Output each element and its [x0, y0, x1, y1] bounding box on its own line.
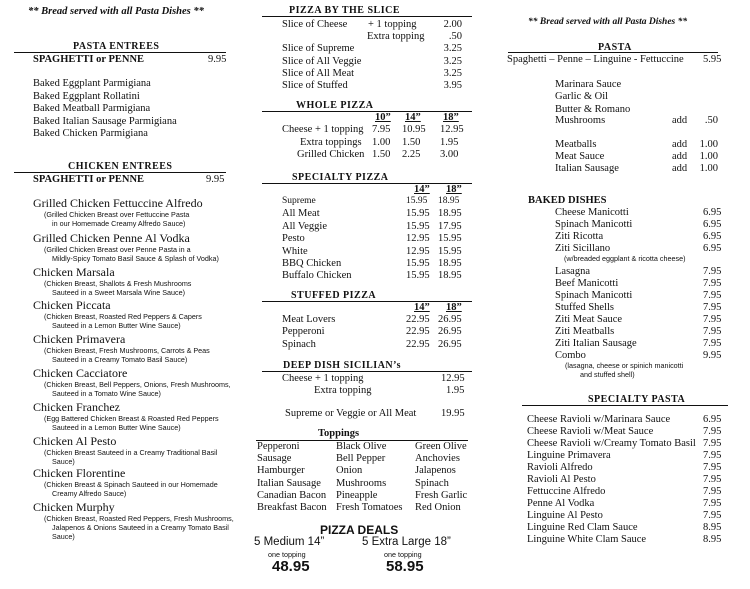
specialty-pizza-name: White — [282, 245, 308, 257]
whole-pizza-price: 1.50 — [402, 136, 421, 148]
chicken-item-name: Grilled Chicken Fettuccine Alfredo — [33, 196, 203, 210]
slice-item-price: 2.00 — [443, 19, 462, 30]
topping-item: Anchovies — [415, 453, 460, 465]
size-header: 14” — [414, 302, 430, 313]
by-slice-title: PIZZA BY THE SLICE — [289, 5, 400, 16]
specialty-pasta-name: Cheese Ravioli w/Meat Sauce — [527, 425, 654, 437]
addon-name: Meat Sauce — [555, 151, 605, 162]
chicken-item-name: Chicken Franchez — [33, 400, 120, 414]
whole-pizza-title: WHOLE PIZZA — [296, 100, 374, 111]
specialty-pizza-price: 18.95 — [438, 196, 460, 206]
whole-pizza-row-name: Grilled Chicken — [297, 149, 365, 160]
deal-1-sub: one topping — [268, 550, 306, 559]
pasta-main: Spaghetti – Penne – Linguine - Fettuccine — [507, 54, 684, 65]
sicillano-note: (w/breaded eggplant & ricotta cheese) — [564, 254, 686, 263]
specialty-pasta-price: 7.95 — [703, 425, 722, 437]
specialty-pizza-price: 15.95 — [406, 270, 430, 282]
specialty-pasta-price: 7.95 — [703, 449, 722, 461]
chicken-entrees-title: CHICKEN ENTREES — [68, 161, 173, 172]
sauce-option: Garlic & Oil — [555, 91, 609, 103]
sauce-option: Butter & Romano — [555, 103, 631, 115]
stuffed-pizza-price: 26.95 — [438, 314, 462, 325]
addon-price: 1.00 — [699, 163, 718, 174]
size-header: 18” — [446, 184, 462, 195]
chicken-item-desc: (Chicken Breast & Spinach Sauteed in our Homemade — [44, 480, 218, 489]
menu-item: Baked Italian Sausage Parmigiana — [33, 115, 177, 127]
addon-price: .50 — [704, 115, 718, 126]
specialty-pizza-name: Pesto — [282, 233, 305, 245]
stuffed-pizza-name: Spinach — [282, 338, 316, 350]
stuffed-pizza-price: 26.95 — [438, 338, 462, 350]
deal-2-sub: one topping — [384, 550, 422, 559]
baked-dish-price: 7.95 — [703, 290, 722, 301]
baked-dish-name: Ziti Ricotta — [555, 231, 604, 242]
baked-dish-price: 7.95 — [703, 338, 722, 349]
chicken-item-name: Chicken Piccata — [33, 298, 111, 312]
deep-dish-row1: Cheese + 1 topping — [282, 373, 364, 384]
topping-item: Sausage — [257, 453, 292, 465]
specialty-pasta-price: 7.95 — [703, 473, 722, 485]
size-header: 18” — [443, 112, 459, 123]
baked-dish-price: 7.95 — [703, 326, 722, 337]
specialty-pasta-price: 7.95 — [703, 461, 722, 473]
chicken-item-desc: Sauteed in a Lemon Butter Wine Sauce) — [52, 423, 181, 432]
chicken-item-name: Chicken Al Pesto — [33, 434, 117, 448]
specialty-pizza-price: 15.95 — [406, 208, 430, 220]
pasta-entrees-spaghetti-price: 9.95 — [208, 54, 227, 65]
chicken-item-desc: Sauteed in a Sweet Marsala Wine Sauce) — [52, 288, 186, 297]
topping-item: Pepperoni — [257, 441, 300, 452]
specialty-pizza-price: 15.95 — [406, 258, 430, 269]
specialty-pasta-price: 8.95 — [703, 521, 722, 533]
chicken-item-desc: (Chicken Breast, Roasted Red Peppers & Capers — [44, 312, 202, 321]
stuffed-pizza-price: 22.95 — [406, 338, 430, 350]
topping-item: Fresh Tomatoes — [336, 502, 403, 513]
chicken-item-desc: (Grilled Chicken Breast over Penne Pasta in a — [44, 245, 191, 254]
menu-item: Baked Meatball Parmigiana — [33, 103, 151, 114]
chicken-item-desc: (Egg Battered Chicken Breast & Roasted Red Peppers — [44, 414, 219, 423]
topping-item: Italian Sausage — [257, 477, 321, 489]
addon-name: Mushrooms — [555, 115, 606, 126]
specialty-pizza-price: 15.95 — [438, 233, 462, 245]
specialty-pizza-price: 18.95 — [438, 258, 462, 269]
topping-item: Green Olive — [415, 441, 467, 452]
specialty-pasta-name: Cheese Ravioli w/Marinara Sauce — [527, 414, 671, 425]
chicken-item-name: Chicken Marsala — [33, 265, 115, 279]
menu-item: Baked Eggplant Rollatini — [33, 90, 140, 102]
slice-item-price: .50 — [448, 31, 462, 43]
specialty-pizza-price: 12.95 — [406, 233, 430, 245]
stuffed-pizza-price: 26.95 — [438, 326, 462, 338]
chicken-item-desc: (Chicken Breast, Fresh Mushrooms, Carrots & Peas — [44, 346, 210, 355]
divider — [262, 16, 472, 17]
baked-dish-price: 6.95 — [703, 231, 722, 242]
deep-dish-row2: Extra topping — [314, 385, 372, 396]
pasta-entrees-spaghetti: SPAGHETTI or PENNE — [33, 54, 145, 65]
baked-dish-name: Ziti Meat Sauce — [555, 314, 623, 325]
specialty-pasta-name: Ravioli Alfredo — [527, 461, 593, 473]
stuffed-pizza-name: Meat Lovers — [282, 314, 336, 325]
slice-item-name: Slice of Stuffed — [282, 80, 348, 91]
deal-2: 5 Extra Large 18” — [362, 536, 451, 548]
specialty-pizza-price: 18.95 — [438, 208, 462, 220]
deep-dish-title: DEEP DISH SICILIAN’s — [283, 360, 401, 371]
whole-pizza-price: 1.95 — [440, 136, 459, 148]
specialty-pasta-name: Linguine Red Clam Sauce — [527, 521, 638, 533]
specialty-pasta-price: 7.95 — [703, 485, 722, 497]
sauce-option: Marinara Sauce — [555, 79, 622, 90]
chicken-item-desc: in our Homemade Creamy Alfredo Sauce) — [52, 219, 186, 228]
specialty-pizza-price: 18.95 — [438, 270, 462, 282]
chicken-item-name: Chicken Florentine — [33, 466, 126, 480]
specialty-pasta-name: Penne Al Vodka — [527, 497, 595, 509]
addon-label: add — [672, 139, 688, 150]
menu-item: Baked Chicken Parmigiana — [33, 128, 148, 139]
specialty-pizza-name: BBQ Chicken — [282, 258, 342, 269]
topping-item: Red Onion — [415, 502, 461, 513]
specialty-pizza-name: All Veggie — [282, 220, 328, 232]
deep-dish-row1-price: 12.95 — [441, 373, 465, 384]
whole-pizza-price: 1.50 — [372, 149, 391, 160]
baked-dish-price: 7.95 — [703, 314, 722, 325]
chicken-item-desc: (Chicken Breast, Shallots & Fresh Mushrooms — [44, 279, 192, 288]
specialty-pasta-name: Linguine Primavera — [527, 449, 611, 461]
addon-name: Italian Sausage — [555, 163, 619, 174]
chicken-item-name: Grilled Chicken Penne Al Vodka — [33, 231, 190, 245]
menu-item: Baked Eggplant Parmigiana — [33, 78, 151, 89]
chicken-item-name: Chicken Murphy — [33, 500, 115, 514]
baked-dish-name: Ziti Italian Sausage — [555, 338, 637, 349]
baked-dish-name: Ziti Sicillano — [555, 243, 611, 254]
specialty-pizza-name: Buffalo Chicken — [282, 270, 352, 282]
baked-dish-name: Cheese Manicotti — [555, 207, 629, 218]
slice-item-name: Slice of Cheese — [282, 19, 348, 30]
slice-item-name: Slice of All Veggie — [282, 55, 362, 67]
specialty-pasta-name: Ravioli Al Pesto — [527, 473, 596, 485]
slice-item-price: 3.25 — [443, 67, 462, 79]
baked-dish-price: 6.95 — [703, 243, 722, 254]
baked-dish-price: 6.95 — [703, 207, 722, 218]
topping-item: Fresh Garlic — [415, 489, 468, 501]
baked-dish-name: Ziti Meatballs — [555, 326, 615, 337]
baked-dishes-title: BAKED DISHES — [528, 195, 607, 206]
stuffed-pizza-price: 22.95 — [406, 314, 430, 325]
baked-dish-name: Combo — [555, 350, 586, 361]
addon-name: Meatballs — [555, 139, 597, 150]
pasta-title: PASTA — [598, 42, 632, 53]
baked-dish-price: 7.95 — [703, 302, 722, 313]
baked-dish-name: Stuffed Shells — [555, 302, 615, 313]
specialty-pasta-price: 7.95 — [703, 509, 722, 521]
addon-label: add — [672, 151, 688, 162]
pasta-main-price: 5.95 — [703, 54, 722, 65]
combo-note: (lasagna, cheese or spinich manicotti — [565, 361, 684, 370]
chicken-item-desc: (Chicken Breast Sauteed in a Creamy Traditional Basil — [44, 448, 218, 457]
combo-note-2: and stuffed shell) — [580, 370, 635, 379]
baked-dish-price: 9.95 — [703, 350, 722, 361]
whole-pizza-row-name: Cheese + 1 topping — [282, 124, 364, 135]
deep-dish-row2-price: 1.95 — [446, 385, 465, 396]
chicken-item-desc: Sauteed in a Creamy Tomato Basil Sauce) — [52, 355, 188, 364]
topping-item: Onion — [336, 465, 363, 477]
pasta-entrees-title: PASTA ENTREES — [73, 41, 160, 52]
chicken-item-desc: (Chicken Breast, Roasted Red Peppers, Fresh Mushrooms, — [44, 514, 234, 523]
topping-item: Jalapenos — [415, 465, 456, 477]
specialty-pasta-name: Cheese Ravioli w/Creamy Tomato Basil — [527, 437, 696, 449]
whole-pizza-price: 3.00 — [440, 149, 459, 160]
topping-item: Pineapple — [336, 489, 378, 501]
baked-dish-name: Spinach Manicotti — [555, 290, 633, 301]
slice-item-price: 3.25 — [443, 43, 462, 55]
deal-1: 5 Medium 14” — [254, 536, 325, 548]
chicken-item-desc: Sauteed in a Lemon Butter Wine Sauce) — [52, 321, 181, 330]
slice-item-name: Slice of Supreme — [282, 43, 355, 55]
stuffed-pizza-price: 22.95 — [406, 326, 430, 338]
specialty-pasta-name: Fettuccine Alfredo — [527, 485, 606, 497]
deep-dish-row3: Supreme or Veggie or All Meat — [285, 408, 417, 419]
chicken-entrees-spaghetti-price: 9.95 — [206, 174, 225, 185]
addon-label: add — [672, 115, 688, 126]
topping-item: Mushrooms — [336, 477, 387, 489]
chicken-item-desc: Sauteed in a Tomato Wine Sauce) — [52, 389, 161, 398]
slice-item-option: + 1 topping — [368, 19, 417, 30]
whole-pizza-price: 10.95 — [402, 124, 426, 135]
chicken-item-desc: (Grilled Chicken Breast over Fettuccine Pasta — [44, 210, 190, 219]
bread-note-left: ** Bread served with all Pasta Dishes ** — [28, 6, 204, 17]
topping-item: Canadian Bacon — [257, 489, 327, 501]
baked-dish-price: 7.95 — [703, 278, 722, 289]
deal-2-price: 58.95 — [386, 558, 424, 575]
stuffed-pizza-name: Pepperoni — [282, 326, 325, 338]
slice-item-name: Slice of All Meat — [282, 67, 355, 79]
baked-dish-price: 7.95 — [703, 266, 722, 277]
chicken-item-desc: Jalapenos & Onions Sauteed in a Creamy Tomato Basil — [52, 523, 229, 532]
specialty-pasta-name: Linguine White Clam Sauce — [527, 533, 647, 545]
chicken-item-desc: (Chicken Breast, Bell Peppers, Onions, Fresh Mushrooms, — [44, 380, 231, 389]
slice-item-option: Extra topping — [367, 31, 425, 43]
whole-pizza-price: 1.00 — [372, 136, 391, 148]
chicken-item-desc: Sauce) — [52, 457, 75, 466]
topping-item: Hamburger — [257, 465, 305, 477]
specialty-pizza-price: 15.95 — [406, 220, 430, 232]
baked-dish-name: Beef Manicotti — [555, 278, 619, 289]
specialty-pasta-price: 8.95 — [703, 533, 722, 545]
specialty-pizza-price: 15.95 — [438, 245, 462, 257]
stuffed-pizza-title: STUFFED PIZZA — [291, 290, 377, 301]
specialty-pasta-price: 6.95 — [703, 414, 722, 425]
topping-item: Bell Pepper — [336, 453, 386, 465]
size-header: 14” — [405, 112, 421, 123]
size-header: 14” — [414, 184, 430, 195]
whole-pizza-price: 7.95 — [372, 124, 391, 135]
size-header: 10” — [375, 112, 391, 123]
specialty-pizza-price: 17.95 — [438, 220, 462, 232]
topping-item: Breakfast Bacon — [257, 502, 327, 513]
chicken-item-desc: Sauce) — [52, 532, 75, 541]
specialty-pasta-title: SPECIALTY PASTA — [588, 394, 686, 405]
deep-dish-row3-price: 19.95 — [441, 408, 465, 419]
specialty-pizza-name: All Meat — [282, 208, 320, 220]
specialty-pizza-title: SPECIALTY PIZZA — [292, 172, 389, 183]
chicken-entrees-spaghetti: SPAGHETTI or PENNE — [33, 174, 145, 185]
specialty-pizza-name: Supreme — [282, 196, 316, 206]
whole-pizza-price: 12.95 — [440, 124, 464, 135]
slice-item-price: 3.95 — [443, 80, 462, 91]
whole-pizza-price: 2.25 — [402, 149, 421, 160]
addon-price: 1.00 — [699, 151, 718, 162]
topping-item: Spinach — [415, 477, 449, 489]
size-header: 18” — [446, 302, 462, 313]
baked-dish-name: Spinach Manicotti — [555, 219, 633, 230]
specialty-pizza-price: 12.95 — [406, 245, 430, 257]
chicken-item-name: Chicken Cacciatore — [33, 366, 128, 380]
topping-item: Black Olive — [336, 441, 387, 452]
slice-item-price: 3.25 — [443, 55, 462, 67]
baked-dish-price: 6.95 — [703, 219, 722, 230]
baked-dish-name: Lasagna — [555, 266, 590, 277]
deal-1-price: 48.95 — [272, 558, 310, 575]
specialty-pasta-price: 7.95 — [703, 497, 722, 509]
whole-pizza-row-name: Extra toppings — [300, 136, 362, 148]
specialty-pasta-price: 7.95 — [703, 437, 722, 449]
specialty-pizza-price: 15.95 — [406, 196, 428, 206]
chicken-item-name: Chicken Primavera — [33, 332, 126, 346]
chicken-item-desc: Creamy Alfredo Sauce) — [52, 489, 127, 498]
pizza-deals-title: PIZZA DEALS — [320, 523, 399, 537]
bread-note-right: ** Bread served with all Pasta Dishes ** — [528, 17, 688, 27]
addon-label: add — [672, 163, 688, 174]
toppings-title: Toppings — [318, 428, 360, 439]
specialty-pasta-name: Linguine Al Pesto — [527, 509, 603, 521]
chicken-item-desc: Mildly-Spicy Tomato Basil Sauce & Splash of Vodka) — [52, 254, 219, 263]
addon-price: 1.00 — [699, 139, 718, 150]
